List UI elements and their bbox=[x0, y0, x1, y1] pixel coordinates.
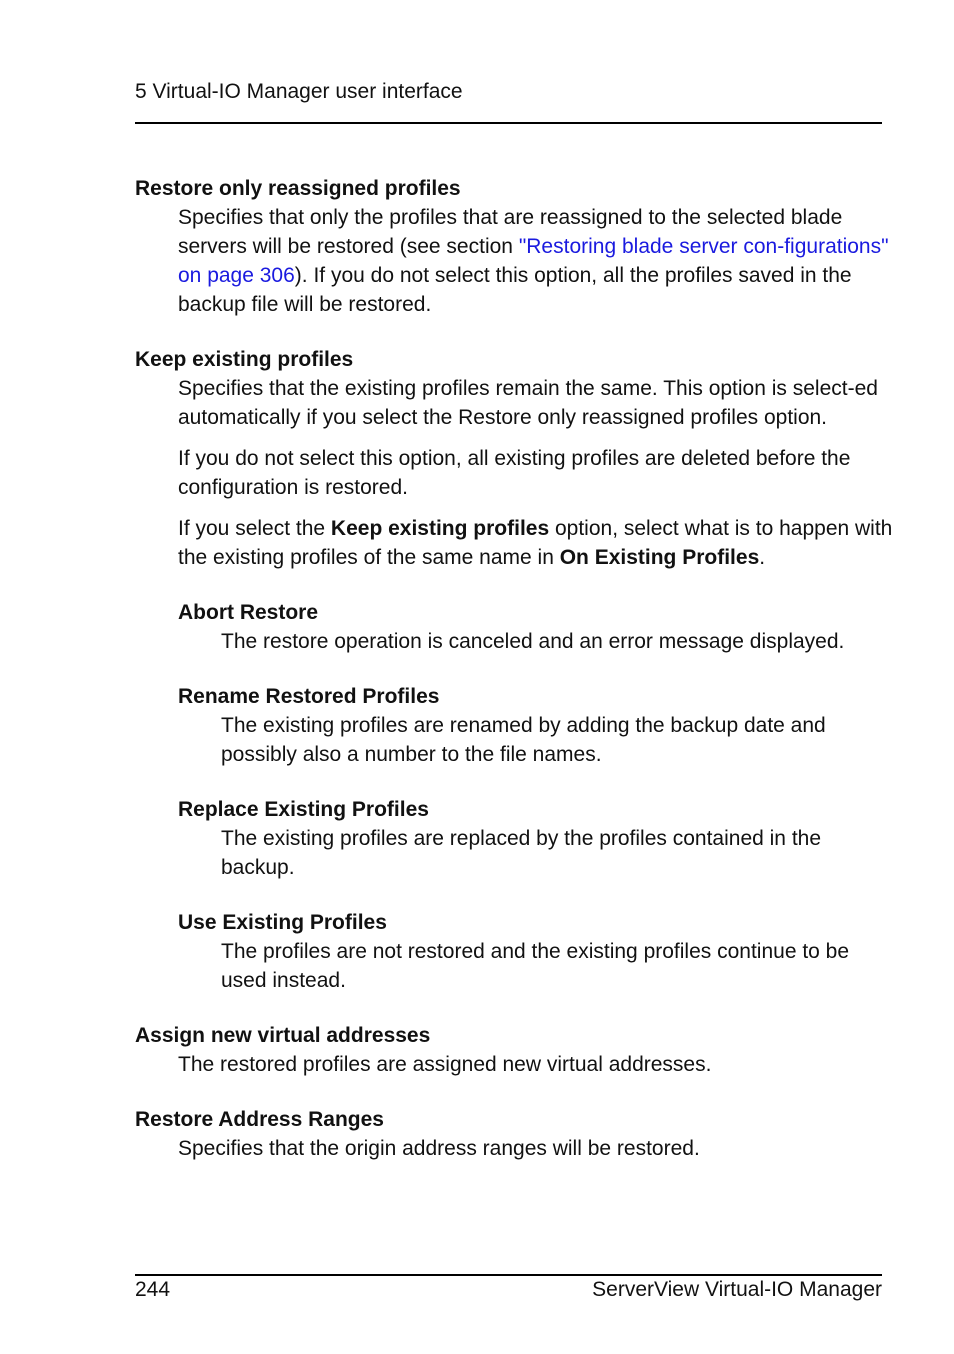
document-body bbox=[135, 174, 895, 1189]
term-abort-restore: Abort Restore bbox=[178, 601, 319, 624]
paragraph: If you do not select this option, all existing profiles are deleted before the configuration is restored. bbox=[178, 447, 851, 499]
definition-use-existing-profiles bbox=[221, 937, 895, 995]
paragraph: Specifies that the origin address ranges will be restored. bbox=[178, 1137, 700, 1160]
running-header: 5 Virtual-IO Manager user interface bbox=[135, 80, 463, 103]
term-assign-new-virtual-addresses: Assign new virtual addresses bbox=[135, 1024, 431, 1047]
footer-divider bbox=[135, 1274, 882, 1276]
term-keep-existing-profiles: Keep existing profiles bbox=[135, 348, 354, 371]
bold-text: Keep existing profiles bbox=[330, 517, 550, 540]
text: . bbox=[759, 546, 766, 569]
bold-text: On Existing Profiles bbox=[559, 546, 760, 569]
text: option, select what is to happen with the existing profiles of the same name in bbox=[178, 517, 893, 569]
definition-abort-restore bbox=[221, 627, 895, 656]
paragraph bbox=[178, 514, 895, 572]
term-use-existing-profiles: Use Existing Profiles bbox=[178, 911, 387, 934]
term-replace-existing-profiles: Replace Existing Profiles bbox=[178, 798, 429, 821]
paragraph: Specifies that the existing profiles remain the same. This option is select-ed automatically if you select the Restore only reassigned profiles option. bbox=[178, 377, 878, 429]
definition-restore-only-reassigned bbox=[178, 203, 895, 319]
header-divider bbox=[135, 122, 882, 124]
definition-restore-address-ranges bbox=[178, 1134, 895, 1163]
paragraph bbox=[178, 203, 895, 319]
definition-keep-existing-profiles bbox=[178, 374, 895, 572]
paragraph: The profiles are not restored and the existing profiles continue to be used instead. bbox=[221, 940, 850, 992]
term-rename-restored-profiles: Rename Restored Profiles bbox=[178, 685, 440, 708]
paragraph: The existing profiles are replaced by the profiles contained in the backup. bbox=[221, 827, 822, 879]
text: If you select the bbox=[178, 517, 331, 540]
page-number: 244 bbox=[135, 1278, 171, 1301]
text: ). If you do not select this option, all the profiles saved in the backup file will be restored. bbox=[178, 264, 852, 316]
product-name: ServerView Virtual-IO Manager bbox=[592, 1278, 882, 1301]
term-restore-only-reassigned: Restore only reassigned profiles bbox=[135, 177, 461, 200]
term-restore-address-ranges: Restore Address Ranges bbox=[135, 1108, 384, 1131]
paragraph: The restored profiles are assigned new virtual addresses. bbox=[178, 1053, 712, 1076]
definition-replace-existing-profiles bbox=[221, 824, 895, 882]
paragraph: The existing profiles are renamed by adding the backup date and possibly also a number to the file names. bbox=[221, 714, 826, 766]
cross-reference-link[interactable]: "Restoring blade server con-figurations" on page 306 bbox=[178, 235, 889, 287]
text: Specifies that only the profiles that are reassigned to the selected blade servers will be restored (see section bbox=[178, 206, 843, 258]
definition-rename-restored-profiles bbox=[221, 711, 895, 769]
definition-assign-new-virtual-addresses bbox=[178, 1050, 895, 1079]
paragraph: The restore operation is canceled and an error message displayed. bbox=[221, 630, 845, 653]
